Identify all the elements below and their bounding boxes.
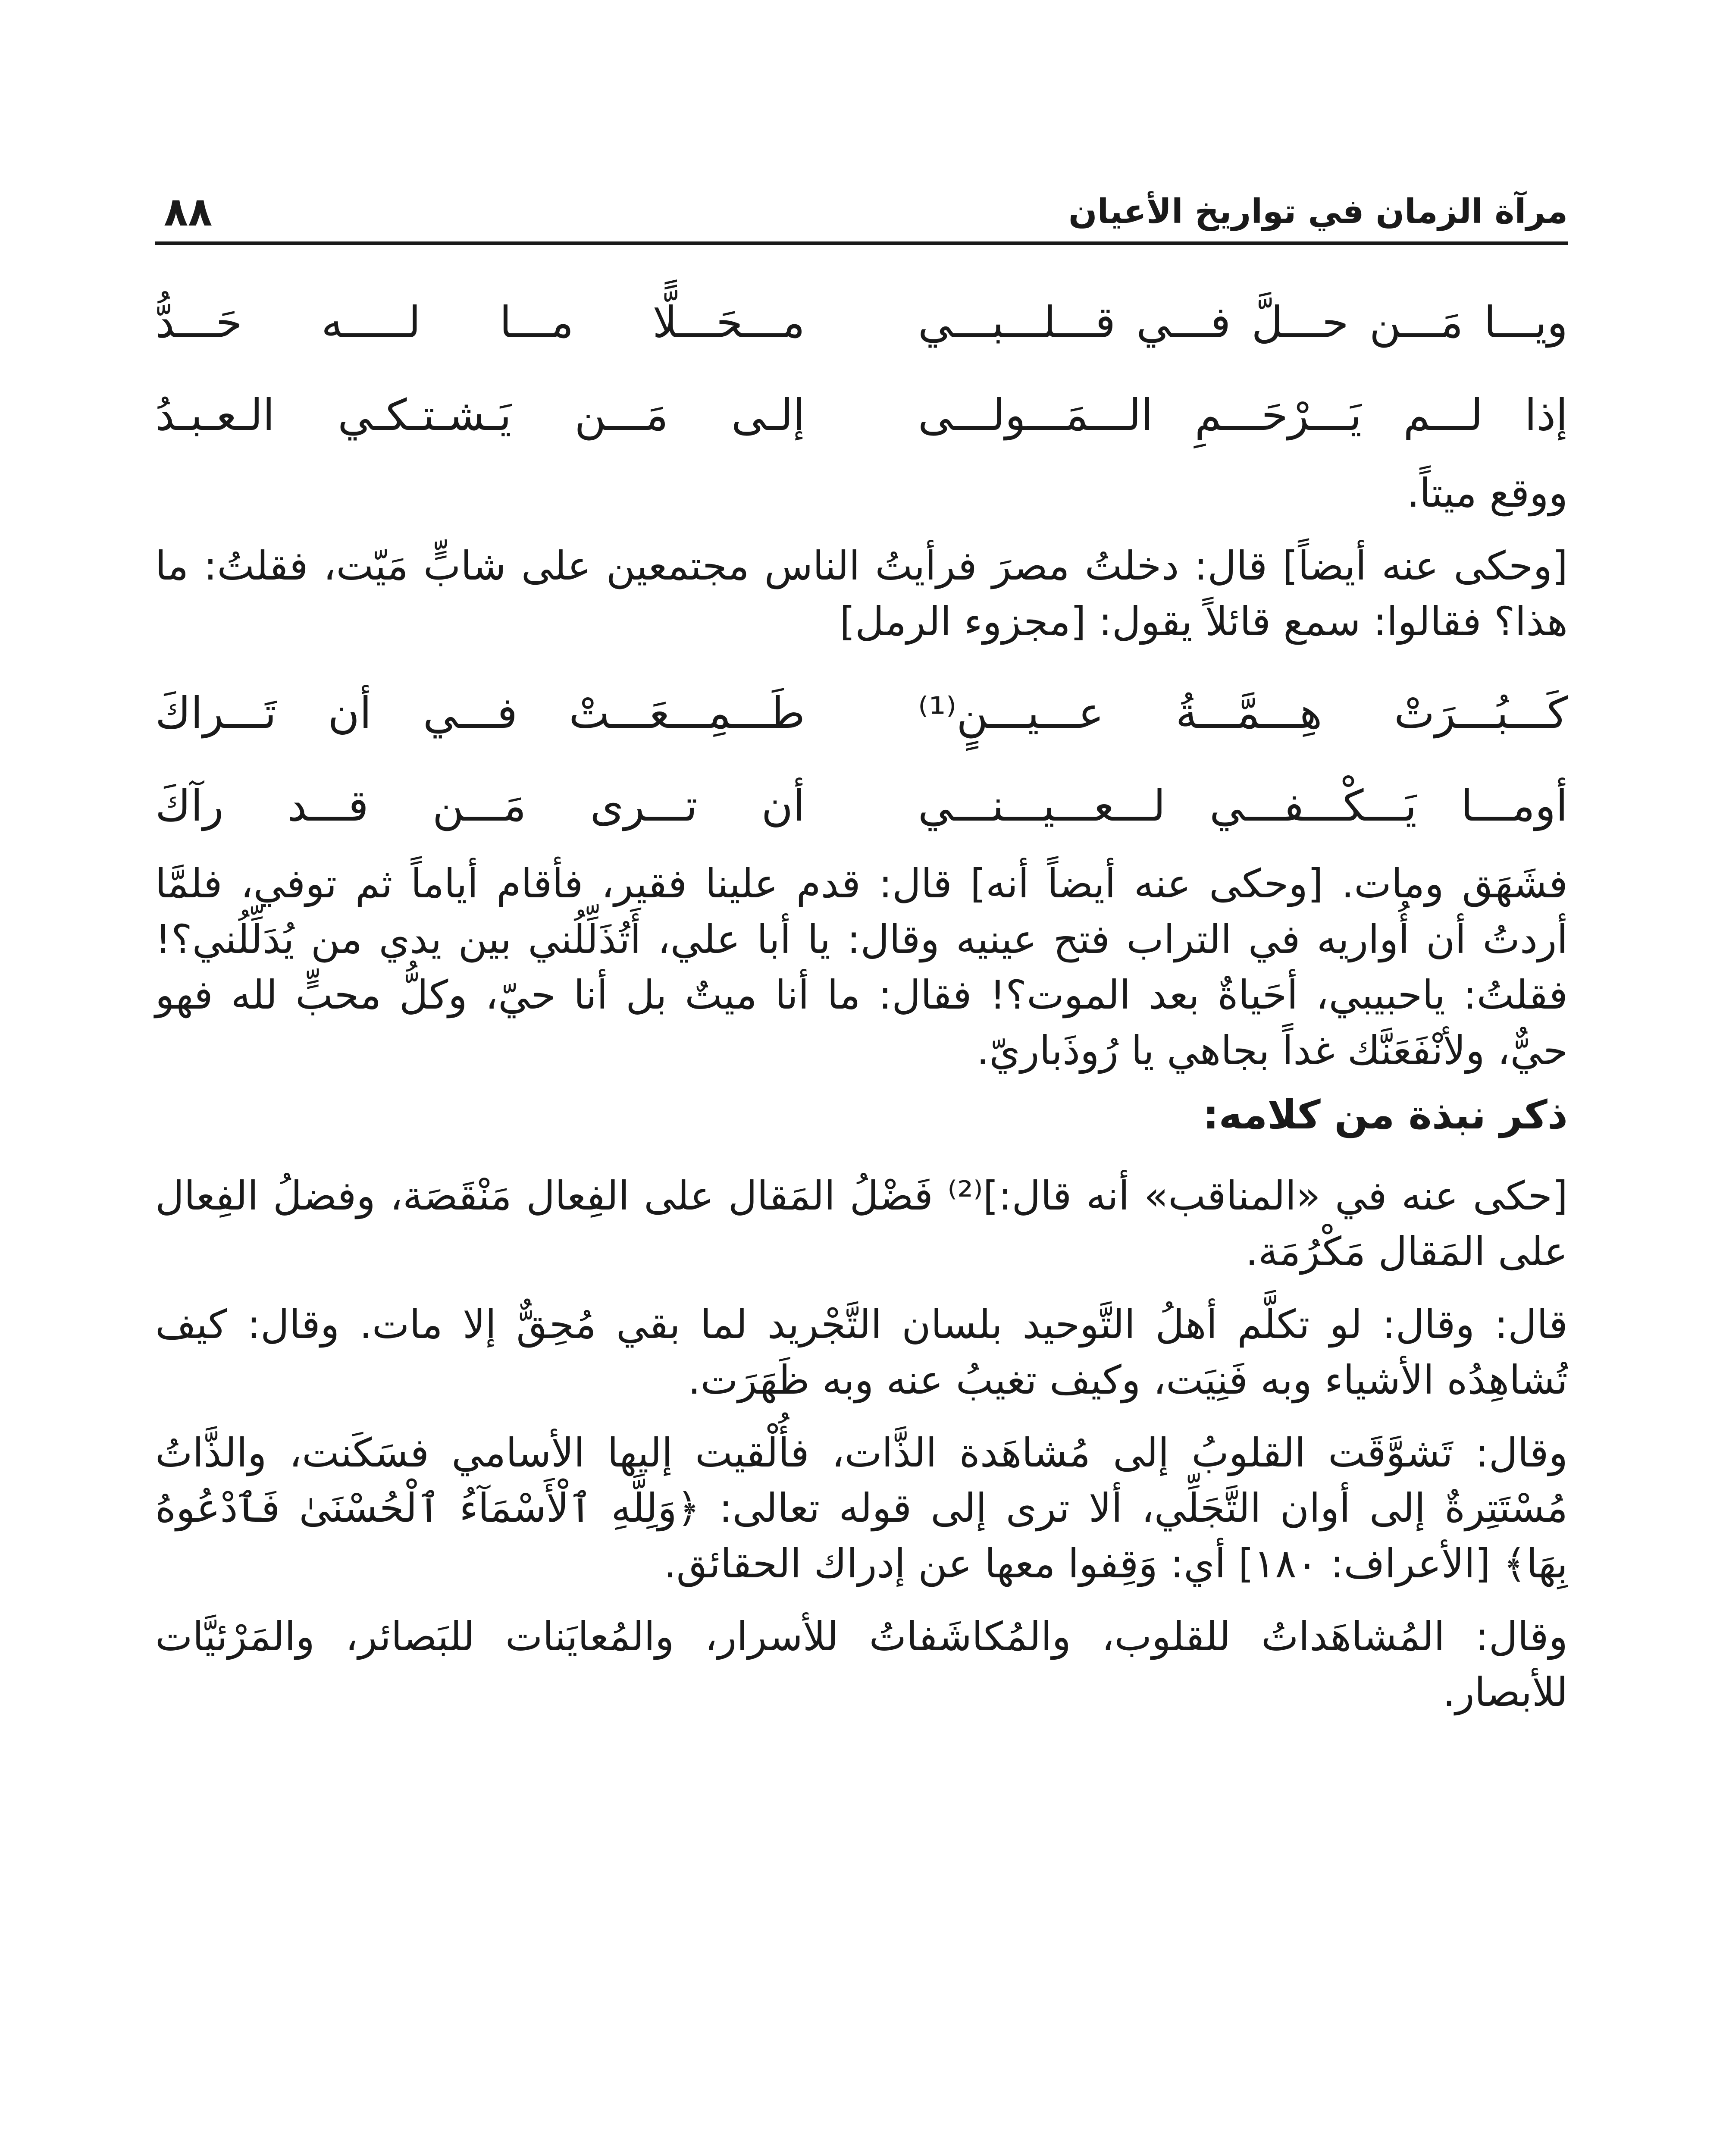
paragraph: وقال: تَشوَّقَت القلوبُ إلى مُشاهَدة الذَّات، فأُلْقيت إليها الأسامي فسَكَنت، والذَّاتُ مُسْتَتِرةٌ إلى أوان التَّجَلِّي، ألا ترى إلى قوله تعالى: ﴿وَلِلَّهِ ٱلْأَسْمَآءُ ٱلْحُسْنَىٰ فَٱدْعُوهُ بِهَا﴾ [الأعراف: ١٨٠] أي: وَقِفوا معها عن إدراك الحقائق. bbox=[155, 1429, 1568, 1587]
verse-line bbox=[155, 759, 1568, 852]
page-body bbox=[155, 276, 1568, 1720]
paragraph: قال: وقال: لو تكلَّم أهلُ التَّوحيد بلسان التَّجْريد لما بقي مُحِقٌّ إلا مات. وقال: كيف تُشاهِدُه الأشياء وبه فَنِيَت، وكيف تغيبُ عنه وبه ظَهَرَت. bbox=[155, 1301, 1568, 1403]
verse-hemistich-first: أومـــا يَـــكْـــفـــي لـــعـــيـــنـــي bbox=[918, 780, 1568, 831]
verse-hemistich-second: إلـى مَـــن يَـشـتـكـي الـعـبـدُ bbox=[155, 390, 805, 440]
paragraph: [وحكى عنه أيضاً] قال: دخلتُ مصرَ فرأيتُ الناس مجتمعين على شابٍّ مَيّت، فقلتُ: ما هذا؟ فقالوا: سمع قائلاً يقول: [مجزوء الرمل] bbox=[155, 542, 1568, 645]
verse-hemistich-first: ويـــا مَـــن حـــلَّ فـــي قـــلـــبـــي bbox=[918, 297, 1568, 348]
verse-hemistich-second: طَـــمِـــعَـــتْ فـــي أن تَـــراكَ bbox=[155, 688, 805, 739]
page-header bbox=[155, 155, 1568, 245]
paragraph: فشَهَق ومات. [وحكى عنه أيضاً أنه] قال: قدم علينا فقير، فأقام أياماً ثم توفي، فلمَّا أردتُ أن أُواريه في التراب فتح عينيه وقال: يا أبا علي، أَتُذَلِّلُني بين يدي من يُدَلِّلُني؟! فقلتُ: ياحبيبي، أحَياةٌ بعد الموت؟! فقال: ما أنا ميتٌ بل أنا حيّ، وكلُّ محبٍّ لله فهو حيٌّ، ولأنْفَعَنَّك غداً بجاهي يا رُوذَباريّ. bbox=[155, 861, 1568, 1074]
verse-hemistich-first: كَـــبُـــرَتْ هِـــمَّـــةُ عـــيـــنٍ⁽¹⁾ bbox=[918, 688, 1568, 739]
verse-hemistich-second: أن تـــرى مَـــن قـــد رآكَ bbox=[155, 780, 805, 831]
verse-line bbox=[155, 369, 1568, 461]
verse-hemistich-first: إذا لـــم يَـــرْحَـــمِ الـــمَـــولـــى bbox=[918, 390, 1568, 440]
verse-hemistich-second: مـــحَـــلًّا مـــا لـــــه حَـــدُّ bbox=[155, 297, 805, 348]
paragraph: [حكى عنه في «المناقب» أنه قال:]⁽²⁾ فَضْلُ المَقال على الفِعال مَنْقَصَة، وفضلُ الفِعال على المَقال مَكْرُمَة. bbox=[155, 1173, 1568, 1275]
paragraph: وقال: المُشاهَداتُ للقلوب، والمُكاشَفاتُ للأسرار، والمُعايَنات للبَصائر، والمَرْئيَّات للأبصار. bbox=[155, 1613, 1568, 1715]
verse-line bbox=[155, 667, 1568, 759]
running-title: مرآة الزمان في تواريخ الأعيان bbox=[1068, 192, 1568, 231]
section-heading: ذكر نبذة من كلامه: bbox=[1203, 1091, 1568, 1138]
paragraph: ووقع ميتاً. bbox=[1407, 470, 1568, 516]
page-number: ٨٨ bbox=[164, 189, 213, 235]
verse-line bbox=[155, 276, 1568, 369]
